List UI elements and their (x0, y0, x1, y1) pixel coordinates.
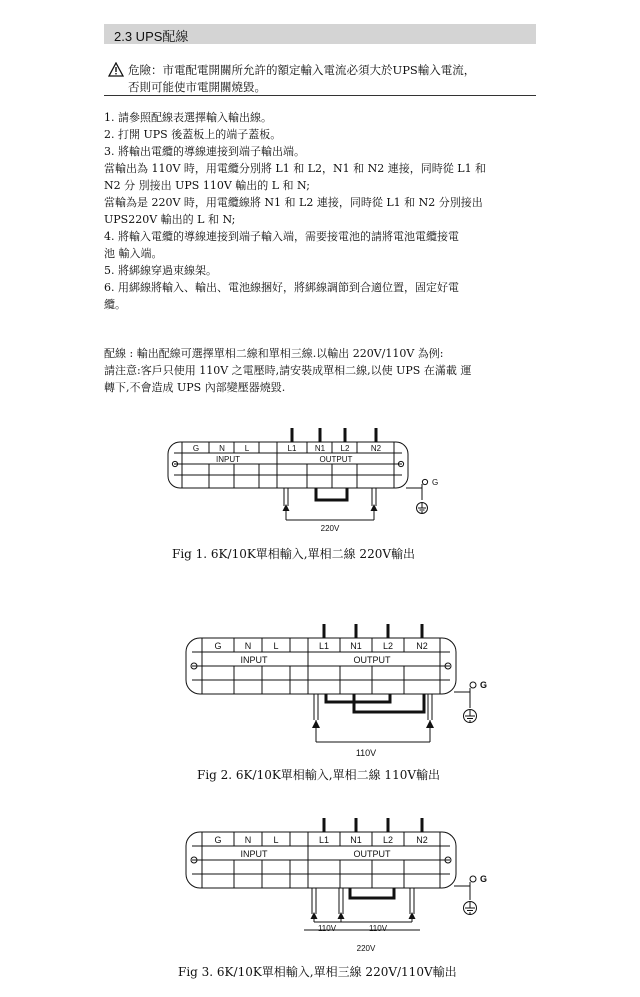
step-line: 當輸出為 110V 時，用電纜分別將 L1 和 L2，N1 和 N2 連接，同時從 L1 和 (104, 162, 487, 175)
warning-triangle-icon (108, 62, 124, 77)
terminal-label-n2: N2 (416, 641, 428, 651)
jumper-wire (316, 488, 347, 500)
terminal-label-n2: N2 (370, 444, 382, 453)
jumper-wire (326, 694, 390, 702)
ground-label: G (480, 680, 488, 690)
voltage-label: 110V (317, 924, 337, 933)
voltage-label: 110V (368, 924, 388, 933)
terminal-label-l1: L1 (287, 444, 297, 453)
step-line: 4. 將輸入電纜的導線連接到端子輸入端，需要接電池的請將電池電纜接電 (104, 230, 459, 243)
voltage-label: 220V (320, 524, 340, 533)
warning-line-2: 否則可能使市電開關燒毀。 (128, 80, 266, 94)
terminal-diagram-fig3 (182, 818, 492, 958)
ground-label: G (432, 478, 439, 487)
terminal-label-l1: L1 (318, 835, 330, 845)
step-line: 3. 將輸出電纜的導線連接到端子輸出端。 (104, 145, 305, 158)
terminal-label-n: N (219, 444, 225, 453)
figure-caption: Fig 2. 6K/10K單相輸入,單相二線 110V輸出 (197, 768, 441, 782)
jumper-wire (350, 888, 394, 898)
terminal-label-l1: L1 (318, 641, 330, 651)
note-line: 配線 : 輸出配線可選擇單相二線和單相三線.以輸出 220V/110V 為例: (104, 347, 444, 360)
input-label: INPUT (216, 455, 240, 464)
note-line: 轉下,不會造成 UPS 內部變壓器燒毀. (104, 381, 286, 394)
step-line: 纜。 (104, 298, 126, 311)
terminal-label-g: G (192, 444, 200, 453)
step-line: UPS220V 輸出的 L 和 N; (104, 213, 236, 226)
ground-label: G (480, 874, 488, 884)
terminal-diagram-fig2 (182, 624, 492, 764)
terminal-label-l2: L2 (382, 835, 394, 845)
voltage-label: 110V (355, 748, 377, 758)
terminal-label-n1: N1 (314, 444, 326, 453)
terminal-label-n: N (244, 835, 252, 845)
input-label: INPUT (240, 849, 268, 859)
terminal-label-n2: N2 (416, 835, 428, 845)
output-label: OUTPUT (353, 655, 391, 665)
terminal-label-n1: N1 (350, 641, 362, 651)
terminal-label-g: G (214, 835, 222, 845)
step-line: N2 分 別接出 UPS 110V 輸出的 L 和 N; (104, 179, 310, 192)
output-label: OUTPUT (353, 849, 391, 859)
note-line: 請注意:客戶只使用 110V 之電壓時,請安裝成單相二線,以使 UPS 在滿載 運 (104, 364, 472, 377)
step-line: 1. 請參照配線表選擇輸入輸出線。 (104, 111, 272, 124)
terminal-label-l: L (273, 641, 279, 651)
input-label: INPUT (240, 655, 268, 665)
terminal-label-n1: N1 (350, 835, 362, 845)
terminal-label-l: L (244, 444, 250, 453)
terminal-label-n: N (244, 641, 252, 651)
step-line: 池 輸入端。 (104, 247, 163, 260)
terminal-label-l: L (273, 835, 279, 845)
terminal-diagram-fig1 (164, 424, 444, 536)
figure-caption: Fig 3. 6K/10K單相輸入,單相三線 220V/110V輸出 (178, 965, 457, 979)
step-line: 6. 用綁線將輸入、輸出、電池線捆好，將綁線調節到合適位置，固定好電 (104, 281, 459, 294)
output-label: OUTPUT (319, 455, 353, 464)
warning-box (104, 58, 536, 96)
section-title: 2.3 UPS配線 (114, 29, 189, 44)
figure-caption: Fig 1. 6K/10K單相輸入,單相二線 220V輸出 (172, 547, 416, 561)
step-line: 5. 將綁線穿過束線架。 (104, 264, 217, 277)
terminal-label-l2: L2 (340, 444, 350, 453)
warning-line-1: 危險：市電配電開關所允許的額定輸入電流必須大於UPS輸入電流， (128, 63, 476, 77)
step-line: 2. 打開 UPS 後蓋板上的端子蓋板。 (104, 128, 282, 141)
divider (104, 95, 536, 96)
voltage-label: 220V (356, 944, 376, 953)
terminal-label-g: G (214, 641, 222, 651)
terminal-label-l2: L2 (382, 641, 394, 651)
step-line: 當輸為是 220V 時，用電纜線將 N1 和 L2 連接，同時從 L1 和 N2 分別接出 (104, 196, 483, 209)
section-header (104, 24, 536, 44)
